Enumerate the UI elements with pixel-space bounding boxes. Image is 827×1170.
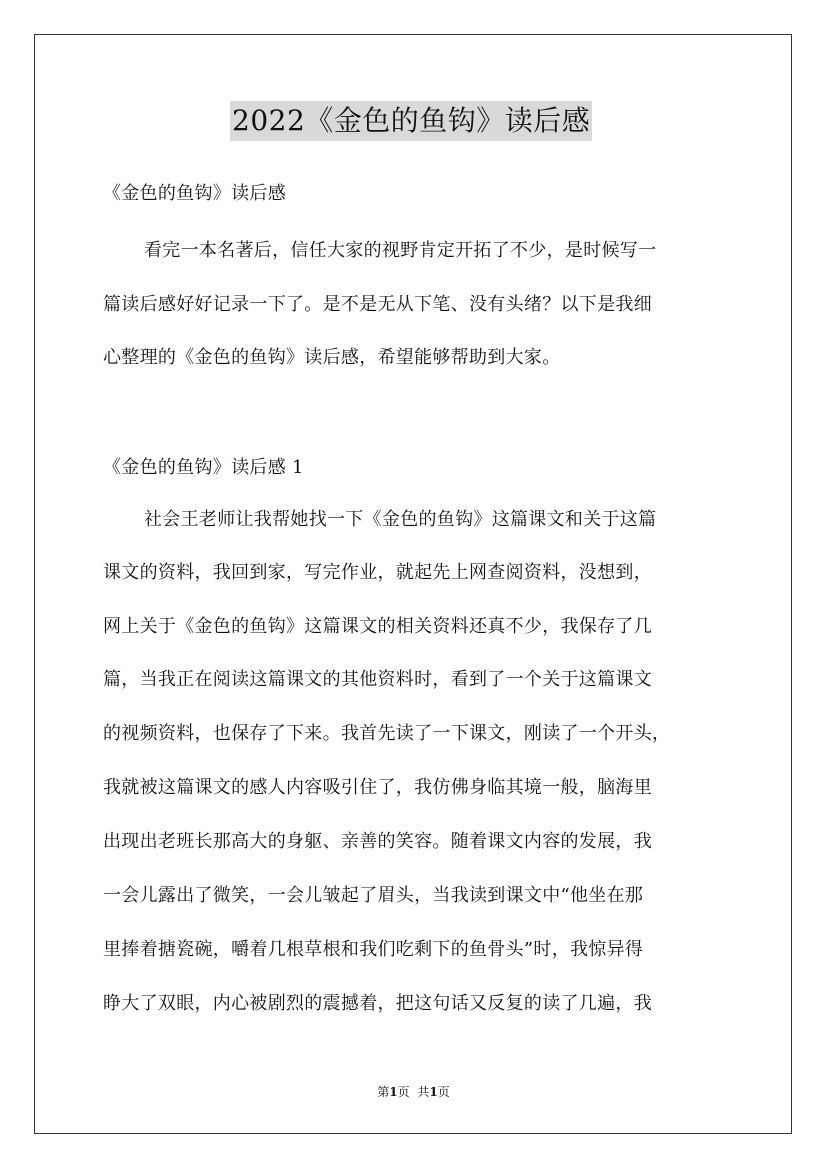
body-line-10: 睁大了双眼，内心被剧烈的震撼着，把这句话又反复的读了几遍，我 — [103, 993, 652, 1014]
intro-line-1: 看完一本名著后，信任大家的视野肯定开拓了不少，是时候写一 — [144, 240, 657, 261]
body-line-1: 社会王老师让我帮她找一下《金色的鱼钩》这篇课文和关于这篇 — [144, 509, 657, 530]
body-line-4: 篇，当我正在阅读这篇课文的其他资料时，看到了一个关于这篇课文 — [103, 669, 652, 690]
document-subtitle: 《金色的鱼钩》读后感 — [103, 183, 286, 204]
body-line-6: 我就被这篇课文的感人内容吸引住了，我仿佛身临其境一般，脑海里 — [103, 777, 652, 798]
footer-page-current: 1 — [389, 1085, 398, 1099]
document-title: 2022《金色的鱼钩》读后感 — [230, 101, 592, 141]
body-line-9: 里捧着搪瓷碗，嚼着几根草根和我们吃剩下的鱼骨头”时，我惊异得 — [103, 939, 644, 960]
footer-total-suffix: 页 — [437, 1085, 450, 1099]
footer-page-suffix: 页 — [397, 1085, 410, 1099]
body-line-8: 一会儿露出了微笑，一会儿皱起了眉头，当我读到课文中“他坐在那 — [103, 885, 644, 906]
intro-line-3: 心整理的《金色的鱼钩》读后感，希望能够帮助到大家。 — [103, 347, 561, 368]
footer-page-prefix: 第 — [377, 1085, 390, 1099]
body-line-3: 网上关于《金色的鱼钩》这篇课文的相关资料还真不少，我保存了几 — [103, 616, 652, 637]
page-footer — [0, 1084, 827, 1100]
section-heading: 《金色的鱼钩》读后感 1 — [103, 457, 304, 478]
footer-total-prefix: 共 — [417, 1085, 430, 1099]
body-line-2: 课文的资料，我回到家，写完作业，就起先上网查阅资料，没想到， — [103, 562, 652, 583]
footer-total-pages: 1 — [429, 1085, 438, 1099]
body-line-7: 出现出老班长那高大的身躯、亲善的笑容。随着课文内容的发展，我 — [103, 831, 652, 852]
intro-line-2: 篇读后感好好记录一下了。是不是无从下笔、没有头绪？以下是我细 — [103, 294, 652, 315]
body-line-5: 的视频资料，也保存了下来。我首先读了一下课文，刚读了一个开头， — [103, 723, 671, 744]
